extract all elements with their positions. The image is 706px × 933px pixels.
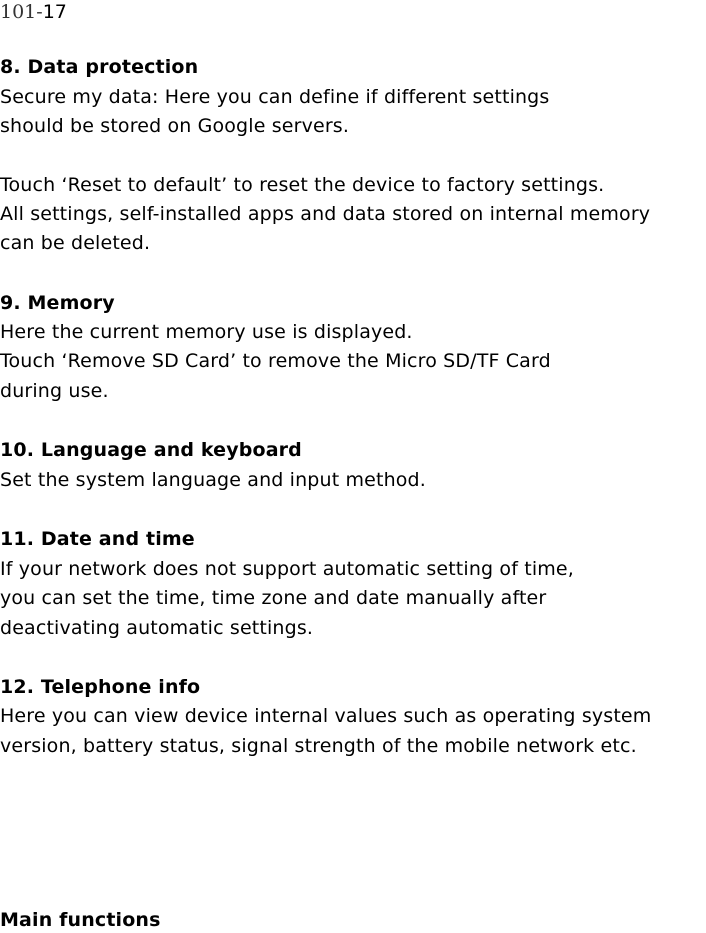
page-header — [0, 0, 67, 24]
paragraph-line: Touch ‘Remove SD Card’ to remove the Micro SD/TF Card — [0, 350, 551, 372]
section-heading-memory: 9. Memory — [0, 292, 115, 314]
paragraph-line: can be deleted. — [0, 232, 151, 254]
section-heading-data-protection: 8. Data protection — [0, 56, 199, 78]
paragraph-line: All settings, self-installed apps and data stored on internal memory — [0, 203, 651, 225]
paragraph-line: Secure my data: Here you can define if different settings — [0, 86, 550, 108]
section-heading-telephone-info: 12. Telephone info — [0, 676, 201, 698]
section-heading-date-time: 11. Date and time — [0, 528, 195, 550]
paragraph-line: deactivating automatic settings. — [0, 617, 314, 639]
paragraph-line: If your network does not support automatic setting of time, — [0, 558, 574, 580]
paragraph-line: you can set the time, time zone and date manually after — [0, 587, 547, 609]
paragraph-line: Here you can view device internal values such as operating system — [0, 705, 652, 727]
page-prefix: 101- — [0, 1, 43, 23]
paragraph-line: Here the current memory use is displayed. — [0, 321, 413, 343]
paragraph-line: Touch ‘Reset to default’ to reset the device to factory settings. — [0, 174, 605, 196]
section-heading-language-keyboard: 10. Language and keyboard — [0, 439, 302, 461]
paragraph-line: during use. — [0, 380, 109, 402]
page-number: 17 — [42, 1, 67, 23]
paragraph-line: Set the system language and input method. — [0, 469, 426, 491]
main-functions-heading: Main functions — [0, 909, 161, 931]
paragraph-line: version, battery status, signal strength of the mobile network etc. — [0, 735, 637, 757]
paragraph-line: should be stored on Google servers. — [0, 115, 350, 137]
